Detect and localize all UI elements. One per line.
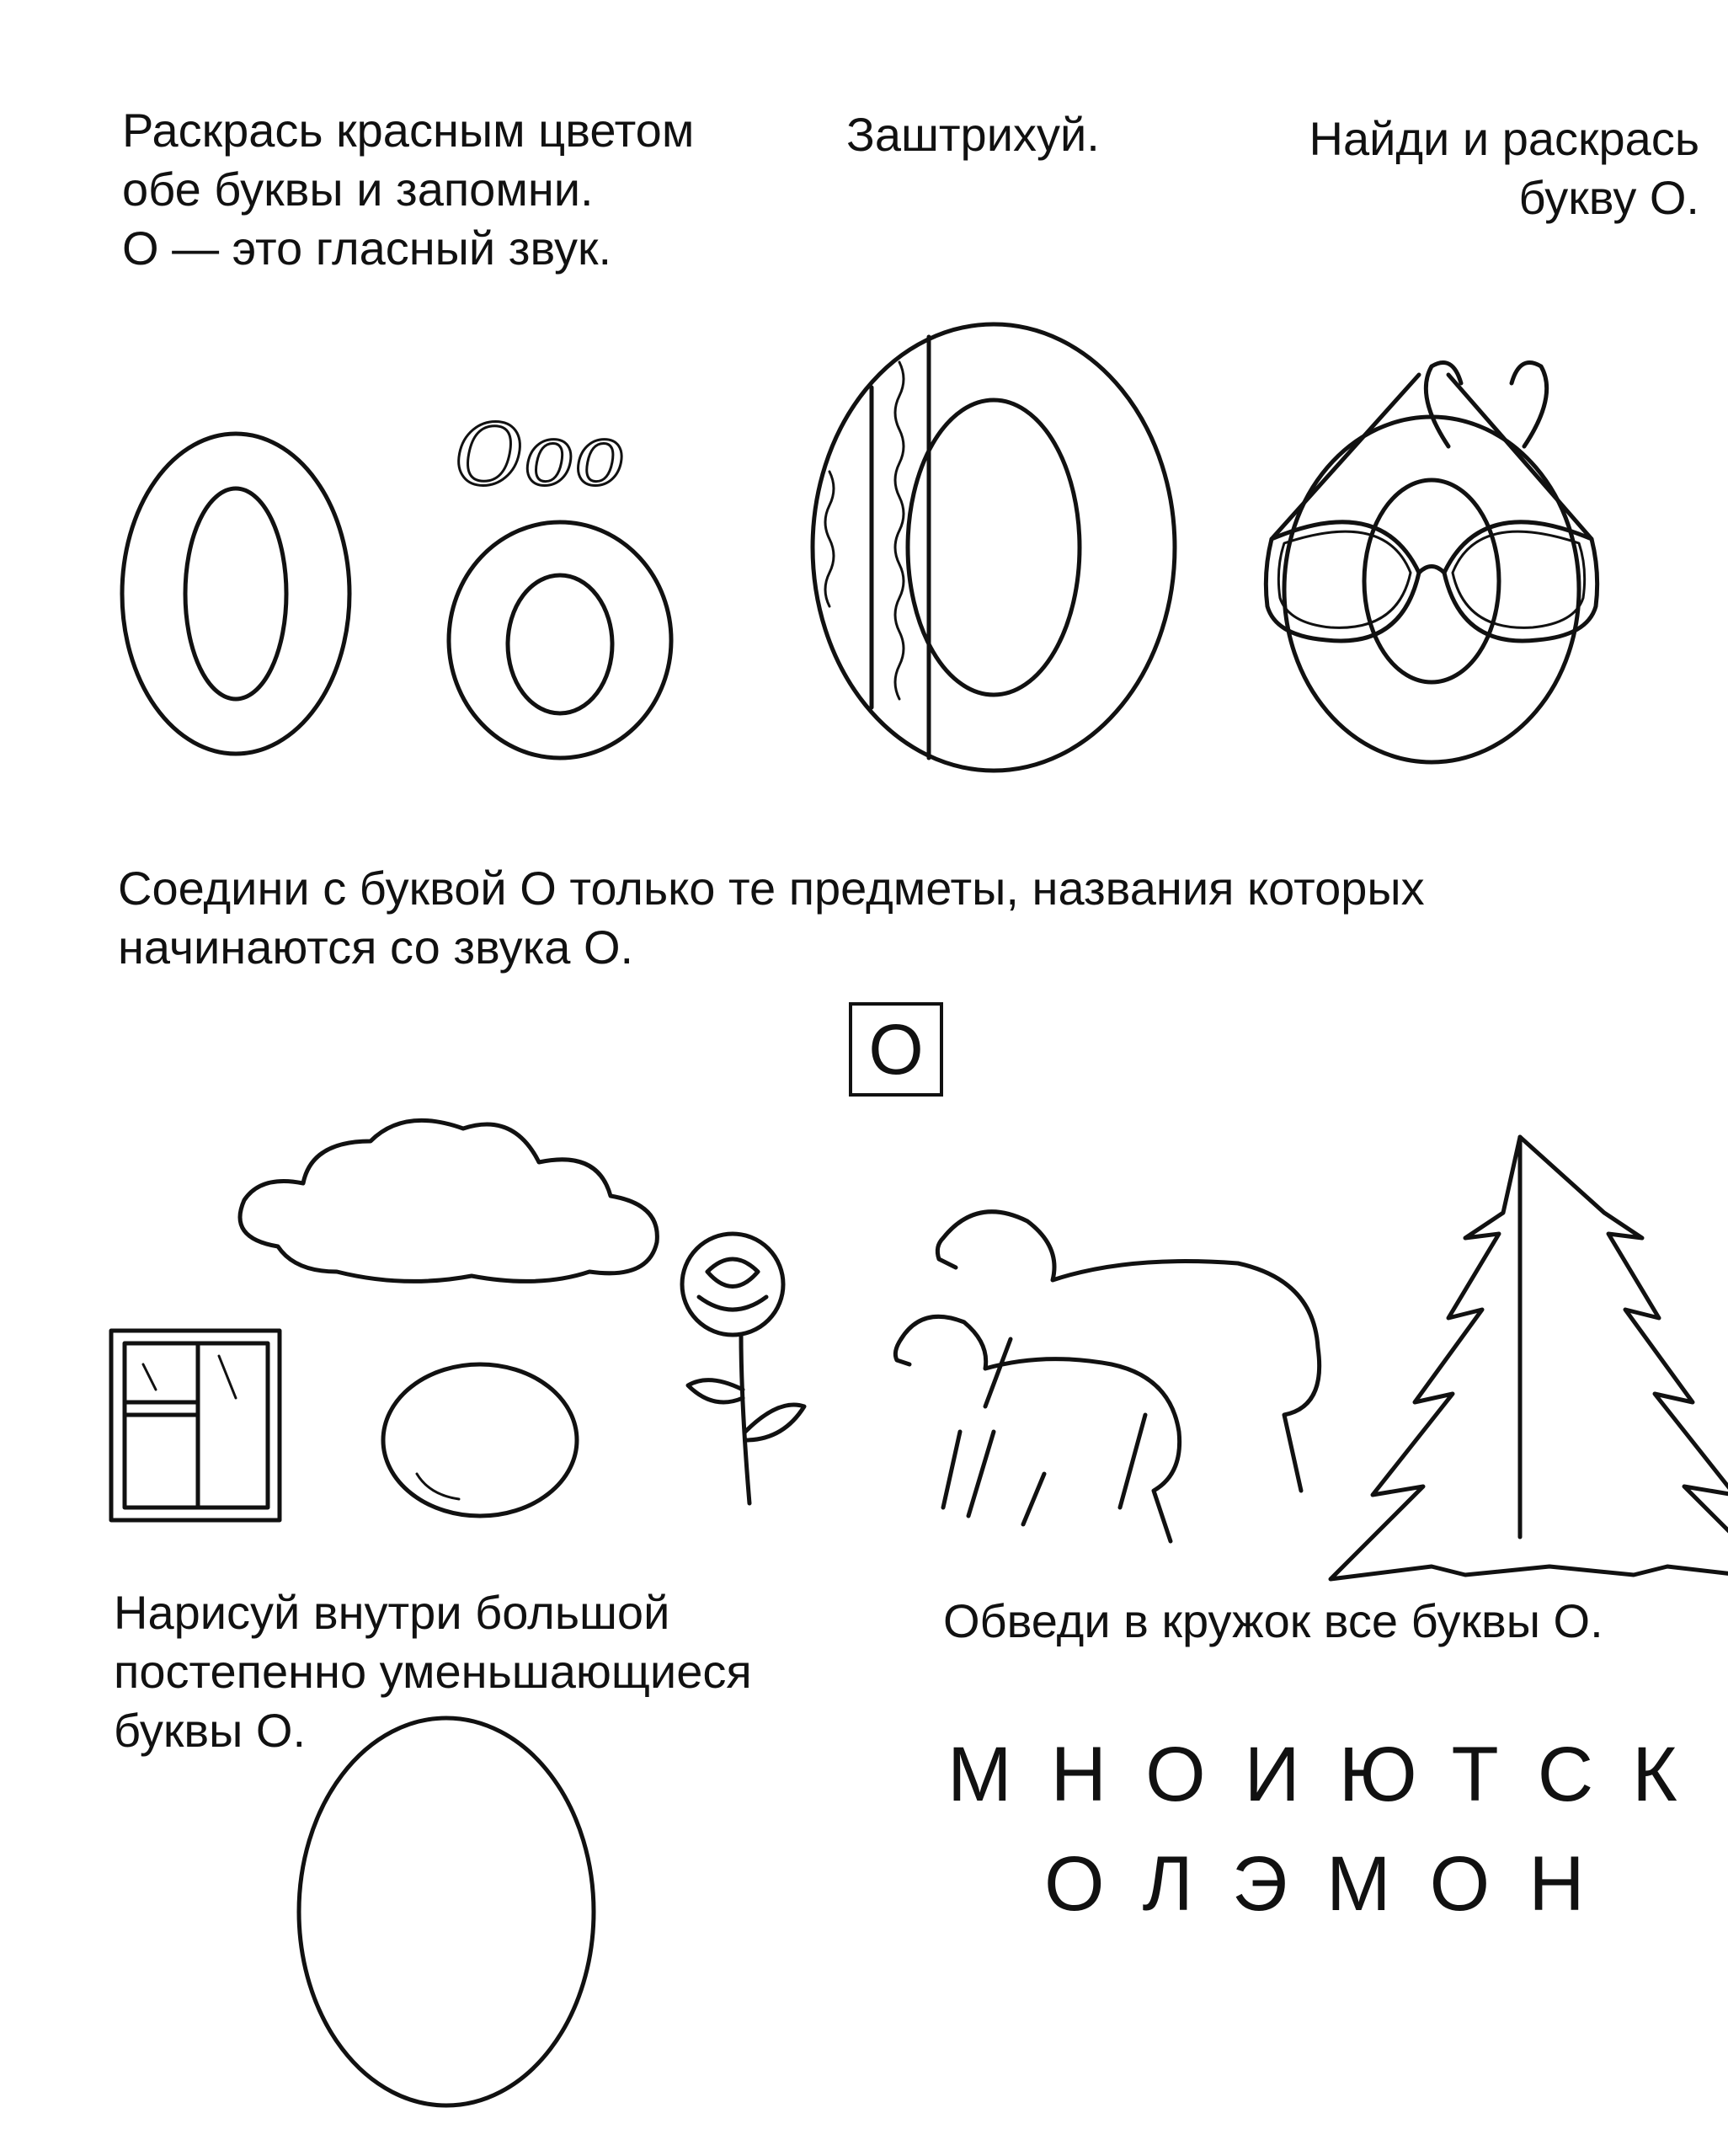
egg-icon [383,1364,577,1516]
letter-row-1: МНОИЮТСК [947,1732,1716,1817]
shaded-letter-o [813,324,1175,771]
task-color-red: Раскрась красным цветом обе буквы и запомни. О — это гласный звук. [122,104,695,275]
task-draw-inside: Нарисуй внутри большой постепенно уменьшающиеся буквы О. [114,1586,752,1757]
task-circle-all: Обведи в кружок все буквы О. [943,1594,1603,1647]
big-letter-o-outline [122,434,349,754]
window-icon [111,1331,280,1520]
task-shade: Заштрихуй. [846,108,1100,161]
letter-o-box: О [849,1002,943,1097]
draw-inside-letter-o [299,1718,594,2105]
cloud-icon [240,1120,657,1281]
fir-tree-icon [1331,1137,1728,1579]
small-letter-o-outline [449,522,671,758]
task-find-color: Найди и раскрась букву О. [1309,112,1699,224]
letter-row-2: ОЛЭМОН [1044,1841,1624,1927]
rose-icon [682,1234,804,1503]
glasses-icon [1266,363,1597,763]
task-connect: Соедини с буквой О только те предметы, названия которых начинаются со звука О. [118,862,1425,974]
script-letters: Ooo [455,406,626,504]
sheep-icon [895,1212,1319,1541]
